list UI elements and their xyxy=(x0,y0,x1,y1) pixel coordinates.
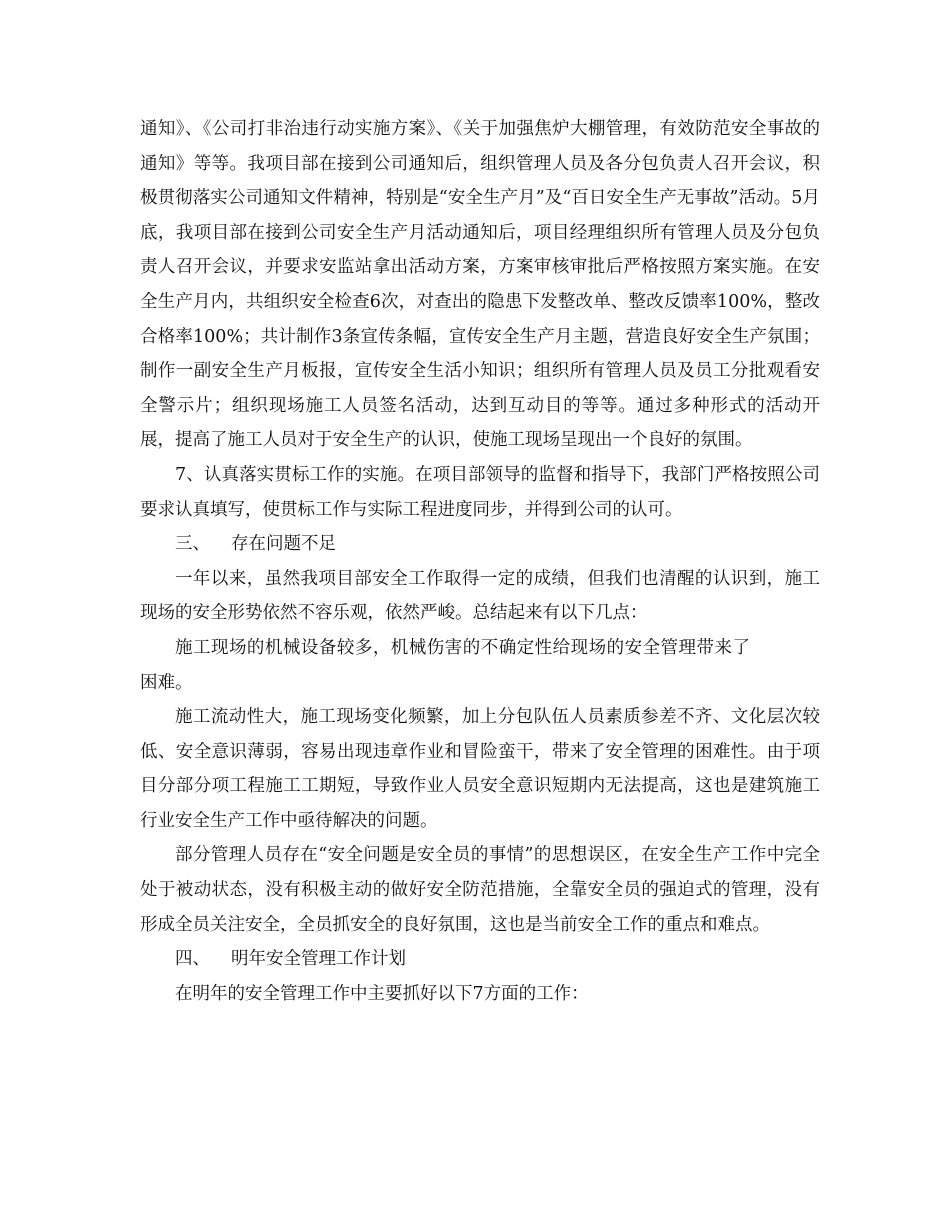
section-heading-3 xyxy=(140,527,820,562)
section-title: 明年安全管理工作计划 xyxy=(231,949,406,970)
paragraph-item-7: 7、认真落实贯标工作的实施。在项目部领导的监督和指导下，我部门严格按照公司要求认真填写，使贯标工作与实际工程进度同步，并得到公司的认可。 xyxy=(140,464,820,520)
document-body xyxy=(140,112,820,1011)
section-number: 三、 xyxy=(175,534,210,555)
paragraph-issue-2: 施工流动性大，施工现场变化频繁，加上分包队伍人员素质参差不齐、文化层次较低、安全意识薄弱，容易出现违章作业和冒险蛮干，带来了安全管理的困难性。由于项目分部分项工程施工工期短，导致作业人员安全意识短期内无法提高，这也是建筑施工行业安全生产工作中亟待解决的问题。 xyxy=(140,707,820,831)
paragraph-continuation: 通知》、《公司打非治违行动实施方案》、《关于加强焦炉大棚管理，有效防范安全事故的通知》等等。我项目部在接到公司通知后，组织管理人员及各分包负责人召开会议，积极贯彻落实公司通知文件精神，特别是“安全生产月”及“百日安全生产无事故”活动。5月底，我项目部在接到公司安全生产月活动通知后，项目经理组织所有管理人员及分包负责人召开会议，并要求安监站拿出活动方案，方案审核审批后严格按照方案实施。在安全生产月内，共组织安全检查6次，对查出的隐患下发整改单、整改反馈率100%，整改合格率100%；共计制作3条宣传条幅，宣传安全生产月主题，营造良好安全生产氛围；制作一副安全生产月板报，宣传安全生活小知识；组织所有管理人员及员工分批观看安全警示片；组织现场施工人员签名活动，达到互动目的等等。通过多种形式的活动开展，提高了施工人员对于安全生产的认识，使施工现场呈现出一个良好的氛围。 xyxy=(140,119,820,451)
paragraph-plan-intro: 在明年的安全管理工作中主要抓好以下7方面的工作： xyxy=(175,983,589,1004)
paragraph-intro: 一年以来，虽然我项目部安全工作取得一定的成绩，但我们也清醒的认识到，施工现场的安全形势依然不容乐观，依然严峻。总结起来有以下几点： xyxy=(140,568,820,624)
paragraph-issue-1: 施工现场的机械设备较多，机械伤害的不确定性给现场的安全管理带来了困难。 xyxy=(140,637,750,693)
paragraph-issue-3: 部分管理人员存在“安全问题是安全员的事情”的思想误区，在安全生产工作中完全处于被动状态，没有积极主动的做好安全防范措施，全靠安全员的强迫式的管理，没有形成全员关注安全，全员抓安全的良好氛围，这也是当前安全工作的重点和难点。 xyxy=(140,845,820,935)
section-title: 存在问题不足 xyxy=(231,534,336,555)
section-number: 四、 xyxy=(175,949,210,970)
section-heading-4 xyxy=(140,942,820,977)
